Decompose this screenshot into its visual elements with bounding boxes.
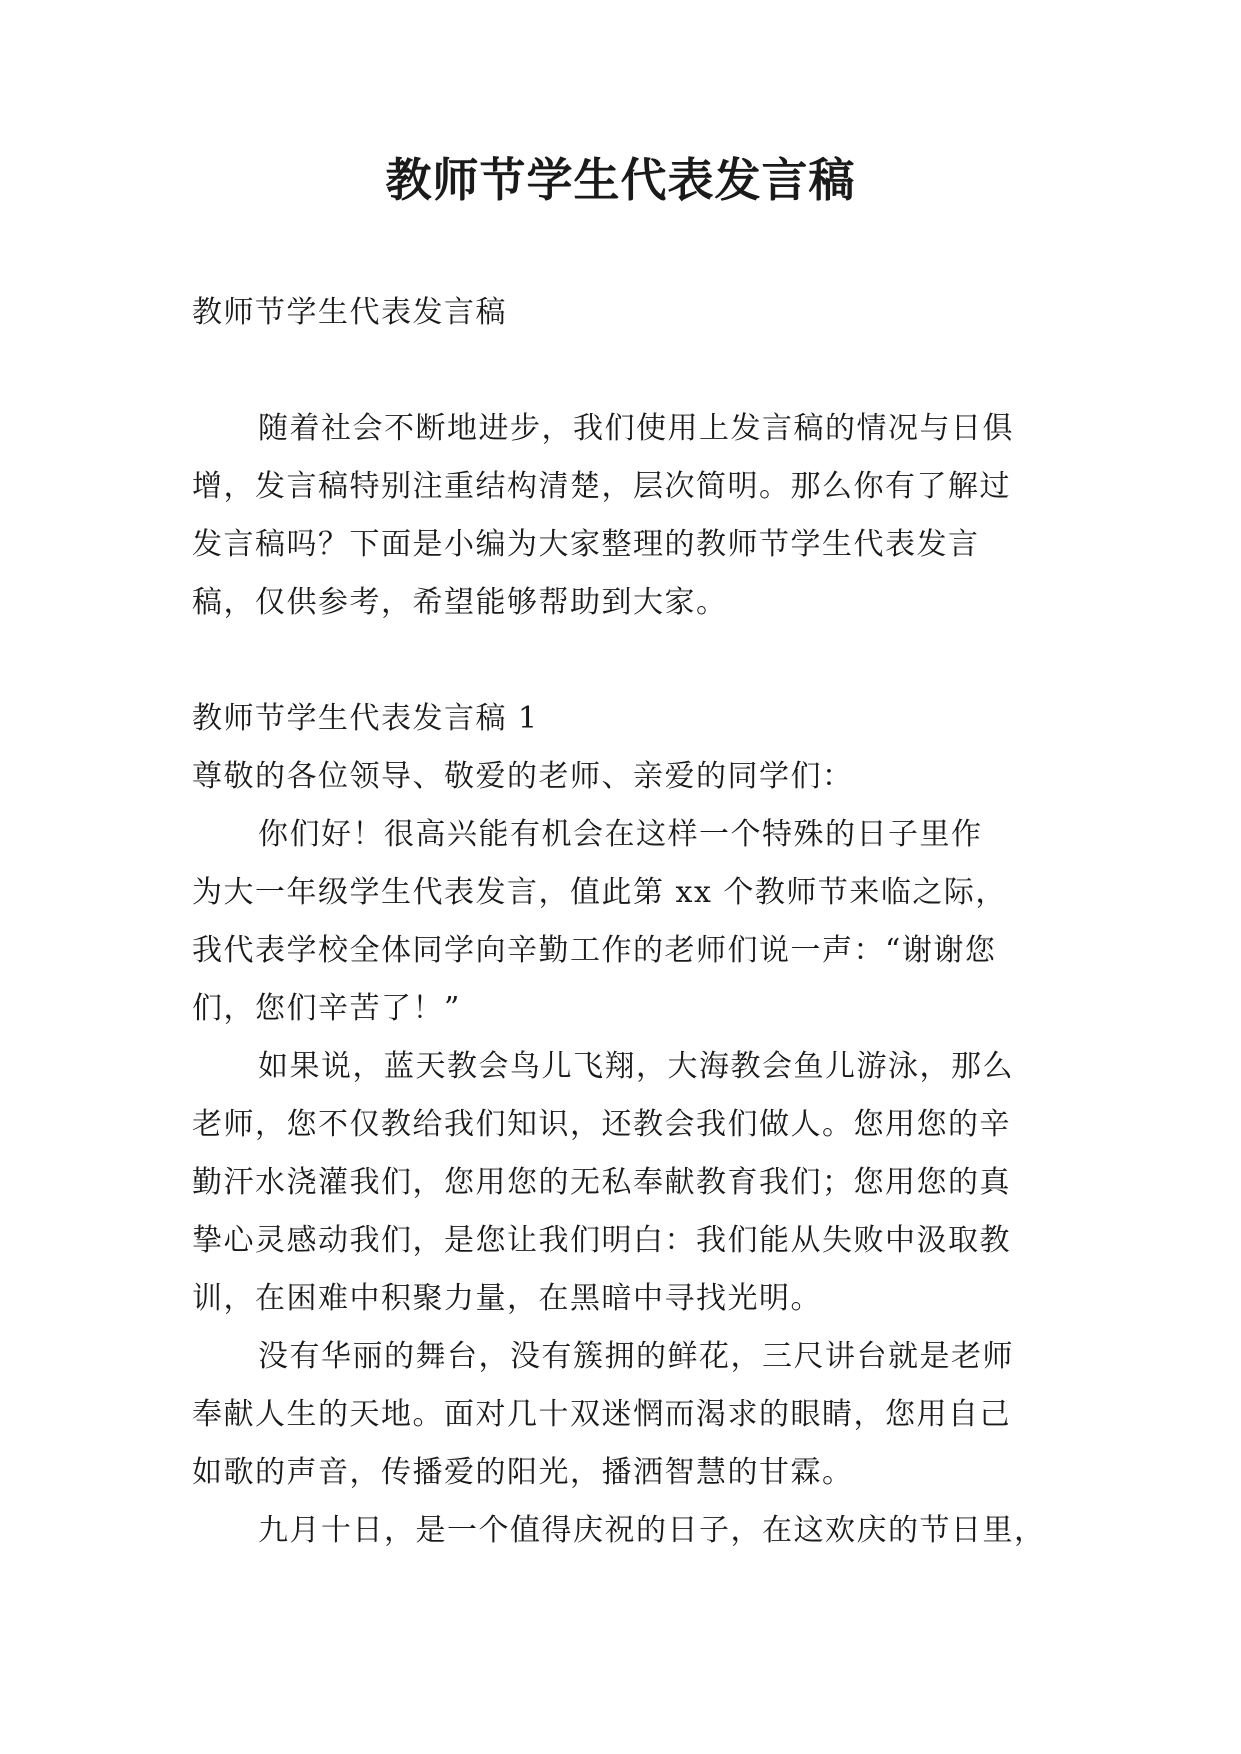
paragraph-line: 奉献人生的天地。面对几十双迷惘而渴求的眼睛，您用自己 bbox=[192, 1397, 1011, 1432]
paragraph-line: 你们好！很高兴能有机会在这样一个特殊的日子里作 bbox=[258, 817, 983, 852]
intro-line: 发言稿吗？下面是小编为大家整理的教师节学生代表发言 bbox=[192, 527, 980, 562]
salutation: 尊敬的各位领导、敬爱的老师、亲爱的同学们： bbox=[192, 759, 854, 794]
paragraph-line: 们，您们辛苦了！” bbox=[192, 991, 461, 1026]
intro-line: 增，发言稿特别注重结构清楚，层次简明。那么你有了解过 bbox=[192, 469, 1011, 504]
paragraph-2 bbox=[192, 1038, 1052, 1328]
paragraph-line: 训，在困难中积聚力量，在黑暗中寻找光明。 bbox=[192, 1281, 822, 1316]
paragraph-3 bbox=[192, 1328, 1052, 1502]
intro-line: 稿，仅供参考，希望能够帮助到大家。 bbox=[192, 585, 728, 620]
paragraph-line: 为大一年级学生代表发言，值此第 xx 个教师节来临之际， bbox=[192, 875, 1007, 910]
paragraph-line: 勤汗水浇灌我们，您用您的无私奉献教育我们；您用您的真 bbox=[192, 1165, 1011, 1200]
paragraph-1 bbox=[192, 806, 1052, 1038]
paragraph-line: 挚心灵感动我们，是您让我们明白：我们能从失败中汲取教 bbox=[192, 1223, 1011, 1258]
paragraph-4 bbox=[192, 1502, 1052, 1560]
paragraph-line: 如歌的声音，传播爱的阳光，播洒智慧的甘霖。 bbox=[192, 1455, 854, 1490]
paragraph-line: 没有华丽的舞台，没有簇拥的鲜花，三尺讲台就是老师 bbox=[258, 1339, 1014, 1374]
paragraph-line: 如果说，蓝天教会鸟儿飞翔，大海教会鱼儿游泳，那么 bbox=[258, 1049, 1014, 1084]
intro-paragraph bbox=[192, 400, 1052, 632]
document-subtitle: 教师节学生代表发言稿 bbox=[192, 295, 507, 330]
intro-line: 随着社会不断地进步，我们使用上发言稿的情况与日俱 bbox=[258, 411, 1014, 446]
section-heading: 教师节学生代表发言稿 1 bbox=[192, 701, 539, 736]
paragraph-line: 老师，您不仅教给我们知识，还教会我们做人。您用您的辛 bbox=[192, 1107, 1011, 1142]
document-title: 教师节学生代表发言稿 bbox=[385, 153, 856, 207]
paragraph-line: 我代表学校全体同学向辛勤工作的老师们说一声：“谢谢您 bbox=[192, 933, 997, 968]
paragraph-line: 九月十日，是一个值得庆祝的日子，在这欢庆的节日里， bbox=[258, 1513, 1046, 1548]
